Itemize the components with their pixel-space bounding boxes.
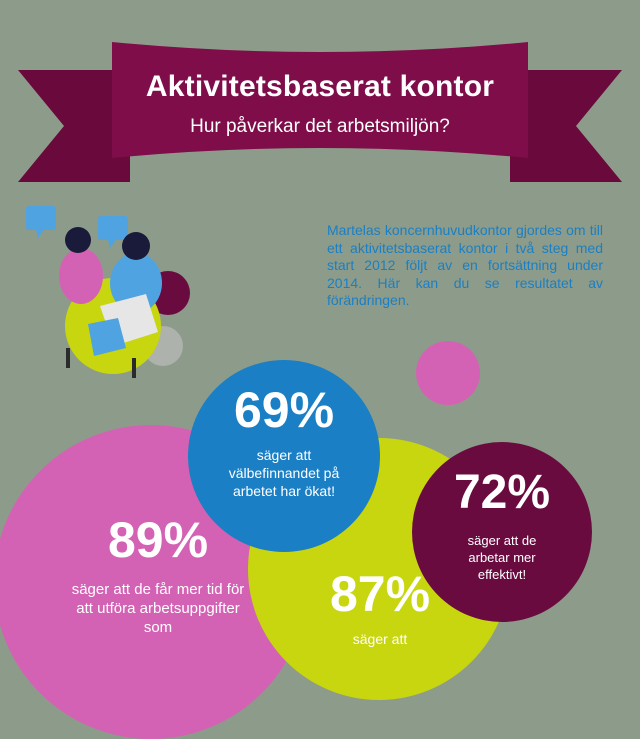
person-right-head — [122, 232, 150, 260]
stat-72-text: säger att de arbetar mer effektivt! — [467, 533, 537, 582]
stat-89-value: 89% — [107, 512, 209, 568]
table-leg-right — [132, 358, 136, 378]
decorative-circle-pink — [416, 341, 480, 405]
person-left-head — [65, 227, 91, 253]
stat-87-text: säger att — [352, 631, 408, 647]
person-left-body — [59, 248, 103, 304]
office-illustration — [18, 198, 218, 378]
speech-bubble-left-icon — [26, 206, 56, 238]
stat-87 — [290, 566, 470, 648]
stat-89 — [60, 512, 256, 637]
intro-text: Martelas koncernhuvudkontor gjordes om till ett aktivitetsbaserat kontor i två steg med start 2012 följt av en fortsättning under 2014. Här kan du se resultatet av förändringen. — [327, 222, 603, 308]
stat-69 — [188, 382, 380, 500]
stat-87-value: 87% — [329, 566, 431, 622]
stat-89-text: säger att de får mer tid för att utföra arbetsuppgifter som — [71, 581, 245, 636]
stat-72-value: 72% — [453, 466, 551, 519]
page-title: Aktivitetsbaserat kontor — [145, 70, 495, 103]
stat-69-text: säger att välbefinnandet på arbetet har ökat! — [228, 447, 340, 499]
table-leg-left — [66, 348, 70, 368]
stat-69-value: 69% — [233, 382, 335, 438]
page-subtitle: Hur påverkar det arbetsmiljön? — [190, 116, 450, 137]
